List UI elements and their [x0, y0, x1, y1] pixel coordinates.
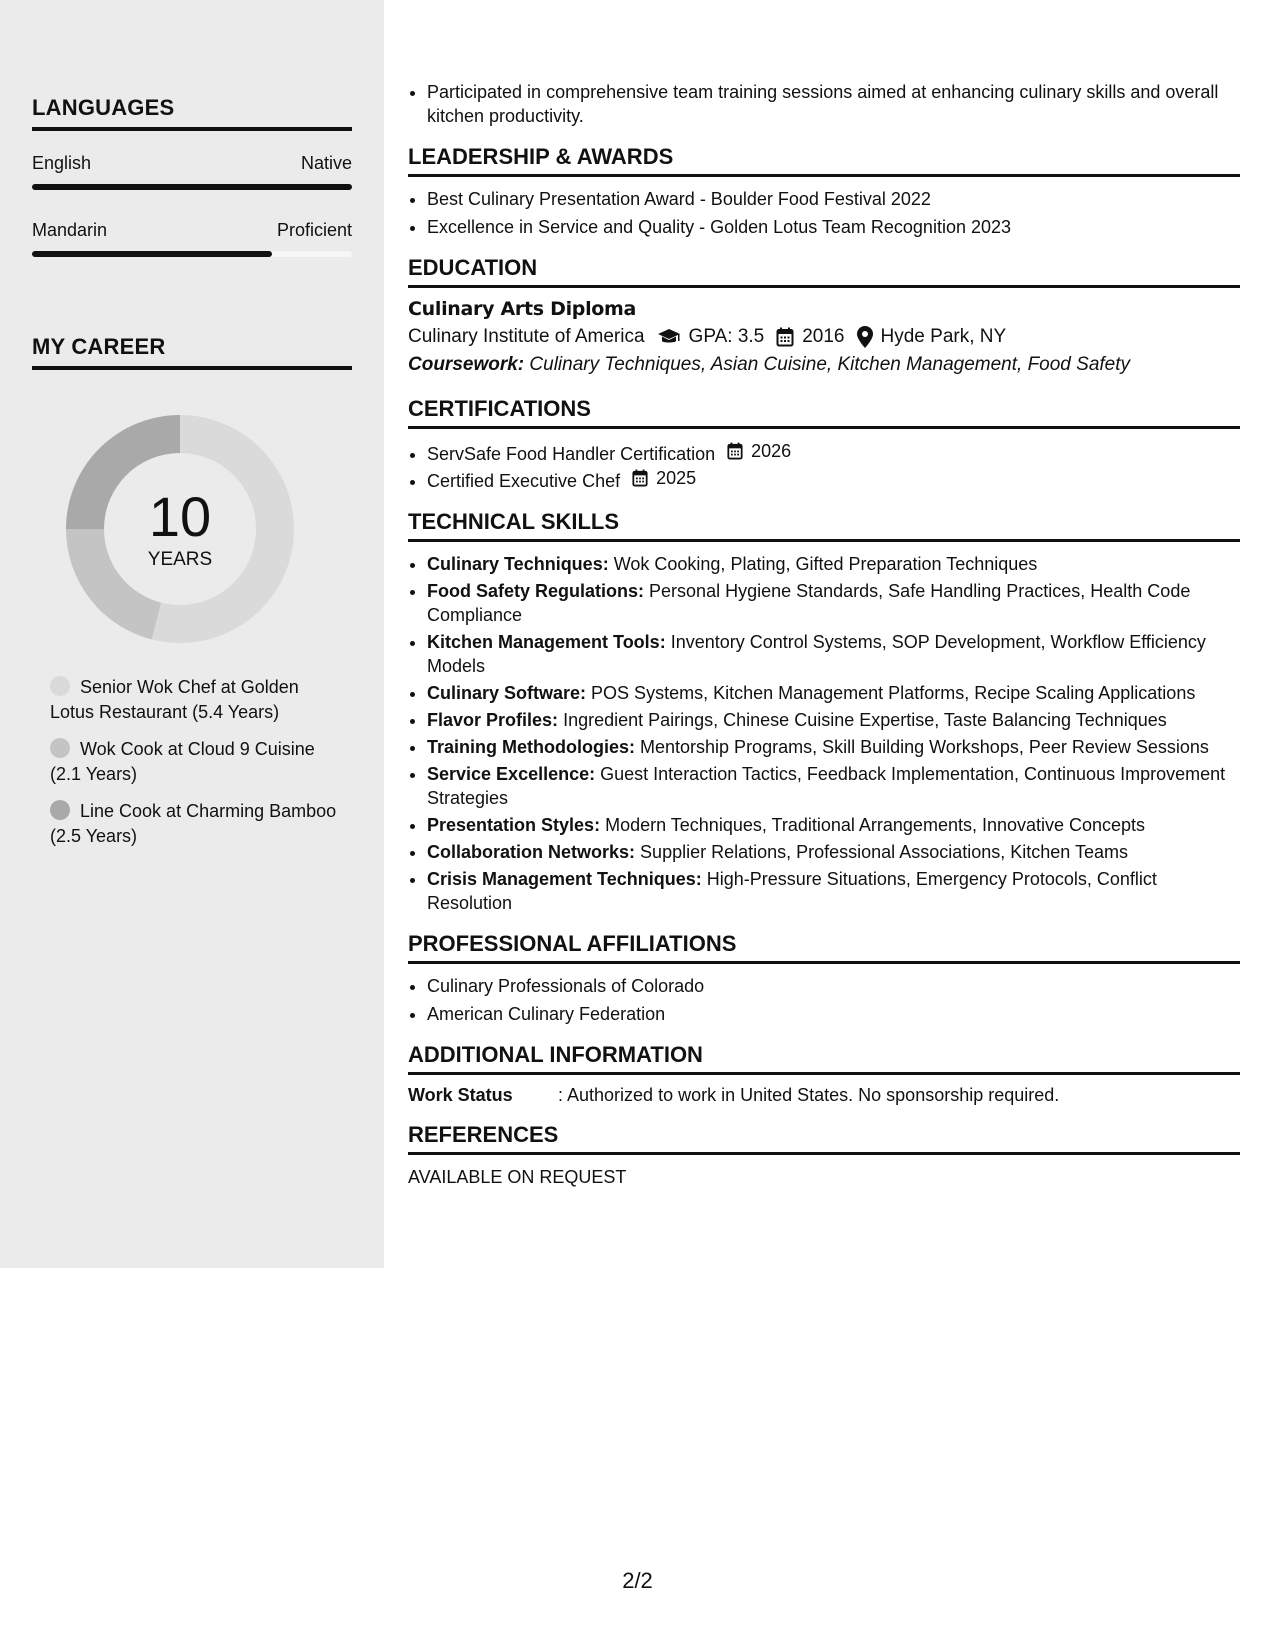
- career-total-years: 10: [148, 485, 212, 548]
- main-content: [408, 80, 1240, 1188]
- skill-item: [427, 579, 1240, 627]
- leadership-section: [408, 144, 1240, 239]
- skill-category: Service Excellence:: [427, 764, 596, 784]
- legend-dot-icon: [50, 738, 70, 758]
- language-row: [32, 220, 352, 241]
- affiliation-item: • Culinary Professionals of Colorado: [427, 974, 1240, 998]
- career-role-label: Senior Wok Chef at Golden Lotus Restaurant (5.4 Years): [50, 677, 299, 722]
- coursework: [408, 354, 1240, 376]
- skill-details: Mentorship Programs, Skill Building Workshops, Peer Review Sessions: [640, 737, 1209, 757]
- career-section: [32, 334, 352, 370]
- work-status-value: : Authorized to work in United States. No sponsorship required.: [558, 1085, 1060, 1105]
- legend-dot-icon: [50, 676, 70, 696]
- sidebar: [0, 0, 384, 1268]
- languages-section: [32, 95, 352, 257]
- education-details: [408, 326, 1240, 348]
- experience-bullet: • Participated in comprehensive team training sessions aimed at enhancing culinary skills and overall kitchen productivity.: [427, 80, 1240, 128]
- skill-details: Modern Techniques, Traditional Arrangements, Innovative Concepts: [605, 815, 1146, 835]
- certification-item: [427, 466, 1240, 493]
- skill-category: Presentation Styles:: [427, 815, 601, 835]
- additional-info-heading: ADDITIONAL INFORMATION: [408, 1042, 1240, 1075]
- affiliation-item: • American Culinary Federation: [427, 1002, 1240, 1026]
- language-proficiency-bar: [32, 184, 352, 190]
- certification-date: [632, 466, 696, 490]
- work-status-row: [408, 1085, 1240, 1106]
- calendar-icon: [776, 327, 794, 347]
- career-donut-chart: [66, 415, 294, 643]
- career-legend-item: [50, 675, 340, 725]
- award-item: • Best Culinary Presentation Award - Boulder Food Festival 2022: [427, 187, 1240, 211]
- skill-details: Wok Cooking, Plating, Gifted Preparation Techniques: [613, 554, 1038, 574]
- skill-category: Culinary Software:: [427, 683, 587, 703]
- skill-item: [427, 552, 1240, 576]
- skill-details: High-Pressure Situations, Emergency Protocols, Conflict Resolution: [427, 869, 1157, 913]
- skill-details: Guest Interaction Tactics, Feedback Implementation, Continuous Improvement Strategies: [427, 764, 1226, 808]
- skill-item: [427, 708, 1240, 732]
- donut-center: [66, 415, 294, 643]
- gpa: GPA: 3.5: [688, 326, 765, 347]
- language-level: Native: [300, 153, 352, 173]
- skill-category: Crisis Management Techniques:: [427, 869, 702, 889]
- experience-bullets: [408, 80, 1240, 128]
- coursework-label: Coursework:: [408, 354, 525, 375]
- skill-item: [427, 681, 1240, 705]
- skill-category: Training Methodologies:: [427, 737, 635, 757]
- skill-category: Flavor Profiles:: [427, 710, 559, 730]
- references-section: [408, 1122, 1240, 1188]
- skill-item: [427, 630, 1240, 678]
- skills-heading: TECHNICAL SKILLS: [408, 509, 1240, 542]
- certification-date: [727, 439, 791, 463]
- certifications-list: [408, 439, 1240, 493]
- skill-details: Personal Hygiene Standards, Safe Handling Practices, Health Code Compliance: [427, 581, 1191, 625]
- skill-details: Inventory Control Systems, SOP Development, Workflow Efficiency Models: [427, 632, 1206, 676]
- skill-category: Kitchen Management Tools:: [427, 632, 666, 652]
- language-proficiency-fill: [32, 184, 352, 190]
- career-legend-item: [50, 737, 340, 787]
- legend-dot-icon: [50, 800, 70, 820]
- career-total-label: YEARS: [147, 549, 213, 570]
- education-heading: EDUCATION: [408, 255, 1240, 288]
- coursework-list: Culinary Techniques, Asian Cuisine, Kitchen Management, Food Safety: [529, 354, 1131, 375]
- career-role-label: Wok Cook at Cloud 9 Cuisine (2.1 Years): [50, 739, 315, 784]
- school-location: Hyde Park, NY: [880, 326, 1007, 347]
- certification-year: 2025: [656, 468, 697, 488]
- certification-year: 2026: [751, 441, 792, 461]
- skill-details: Supplier Relations, Professional Associations, Kitchen Teams: [640, 842, 1128, 862]
- skill-details: POS Systems, Kitchen Management Platforms, Recipe Scaling Applications: [591, 683, 1196, 703]
- affiliations-section: [408, 931, 1240, 1026]
- language-proficiency-fill: [32, 251, 272, 257]
- award-item: • Excellence in Service and Quality - Golden Lotus Team Recognition 2023: [427, 215, 1240, 239]
- language-level: Proficient: [276, 220, 352, 240]
- skill-category: Food Safety Regulations:: [427, 581, 645, 601]
- certifications-heading: CERTIFICATIONS: [408, 396, 1240, 429]
- page-number: 2/2: [622, 1568, 653, 1593]
- skill-category: Culinary Techniques:: [427, 554, 609, 574]
- references-text: AVAILABLE ON REQUEST: [408, 1167, 627, 1187]
- skill-item: [427, 813, 1240, 837]
- calendar-icon: [727, 442, 747, 460]
- degree-title: Culinary Arts Diploma: [408, 298, 637, 320]
- skill-item: [427, 840, 1240, 864]
- languages-heading: LANGUAGES: [32, 95, 352, 131]
- language-name: English: [32, 153, 92, 173]
- skill-category: Collaboration Networks:: [427, 842, 636, 862]
- skill-details: Ingredient Pairings, Chinese Cuisine Expertise, Taste Balancing Techniques: [563, 710, 1167, 730]
- skills-list: [408, 552, 1240, 915]
- language-name: Mandarin: [32, 220, 108, 240]
- calendar-icon: [632, 469, 652, 487]
- additional-info-section: [408, 1042, 1240, 1106]
- languages-list: [32, 153, 352, 257]
- skills-section: [408, 509, 1240, 915]
- career-legend: [50, 675, 340, 861]
- career-role-label: Line Cook at Charming Bamboo (2.5 Years): [50, 801, 337, 846]
- language-proficiency-bar: [32, 251, 352, 257]
- certification-name: Certified Executive Chef: [427, 471, 621, 491]
- certification-item: [427, 439, 1240, 466]
- work-status-label: Work Status: [408, 1085, 513, 1105]
- affiliations-heading: PROFESSIONAL AFFILIATIONS: [408, 931, 1240, 964]
- graduation-cap-icon: [657, 328, 681, 346]
- affiliations-list: [408, 974, 1240, 1026]
- skill-item: [427, 735, 1240, 759]
- location-pin-icon: [857, 326, 873, 348]
- leadership-list: [408, 187, 1240, 239]
- career-heading: MY CAREER: [32, 334, 352, 370]
- career-legend-item: [50, 799, 340, 849]
- references-heading: REFERENCES: [408, 1122, 1240, 1155]
- graduation-year: 2016: [802, 326, 845, 347]
- skill-item: [427, 867, 1240, 915]
- language-row: [32, 153, 352, 174]
- skill-item: [427, 762, 1240, 810]
- school-name: Culinary Institute of America: [408, 326, 645, 347]
- certifications-section: [408, 396, 1240, 493]
- leadership-heading: LEADERSHIP & AWARDS: [408, 144, 1240, 177]
- education-section: [408, 255, 1240, 376]
- certification-name: ServSafe Food Handler Certification: [427, 444, 716, 464]
